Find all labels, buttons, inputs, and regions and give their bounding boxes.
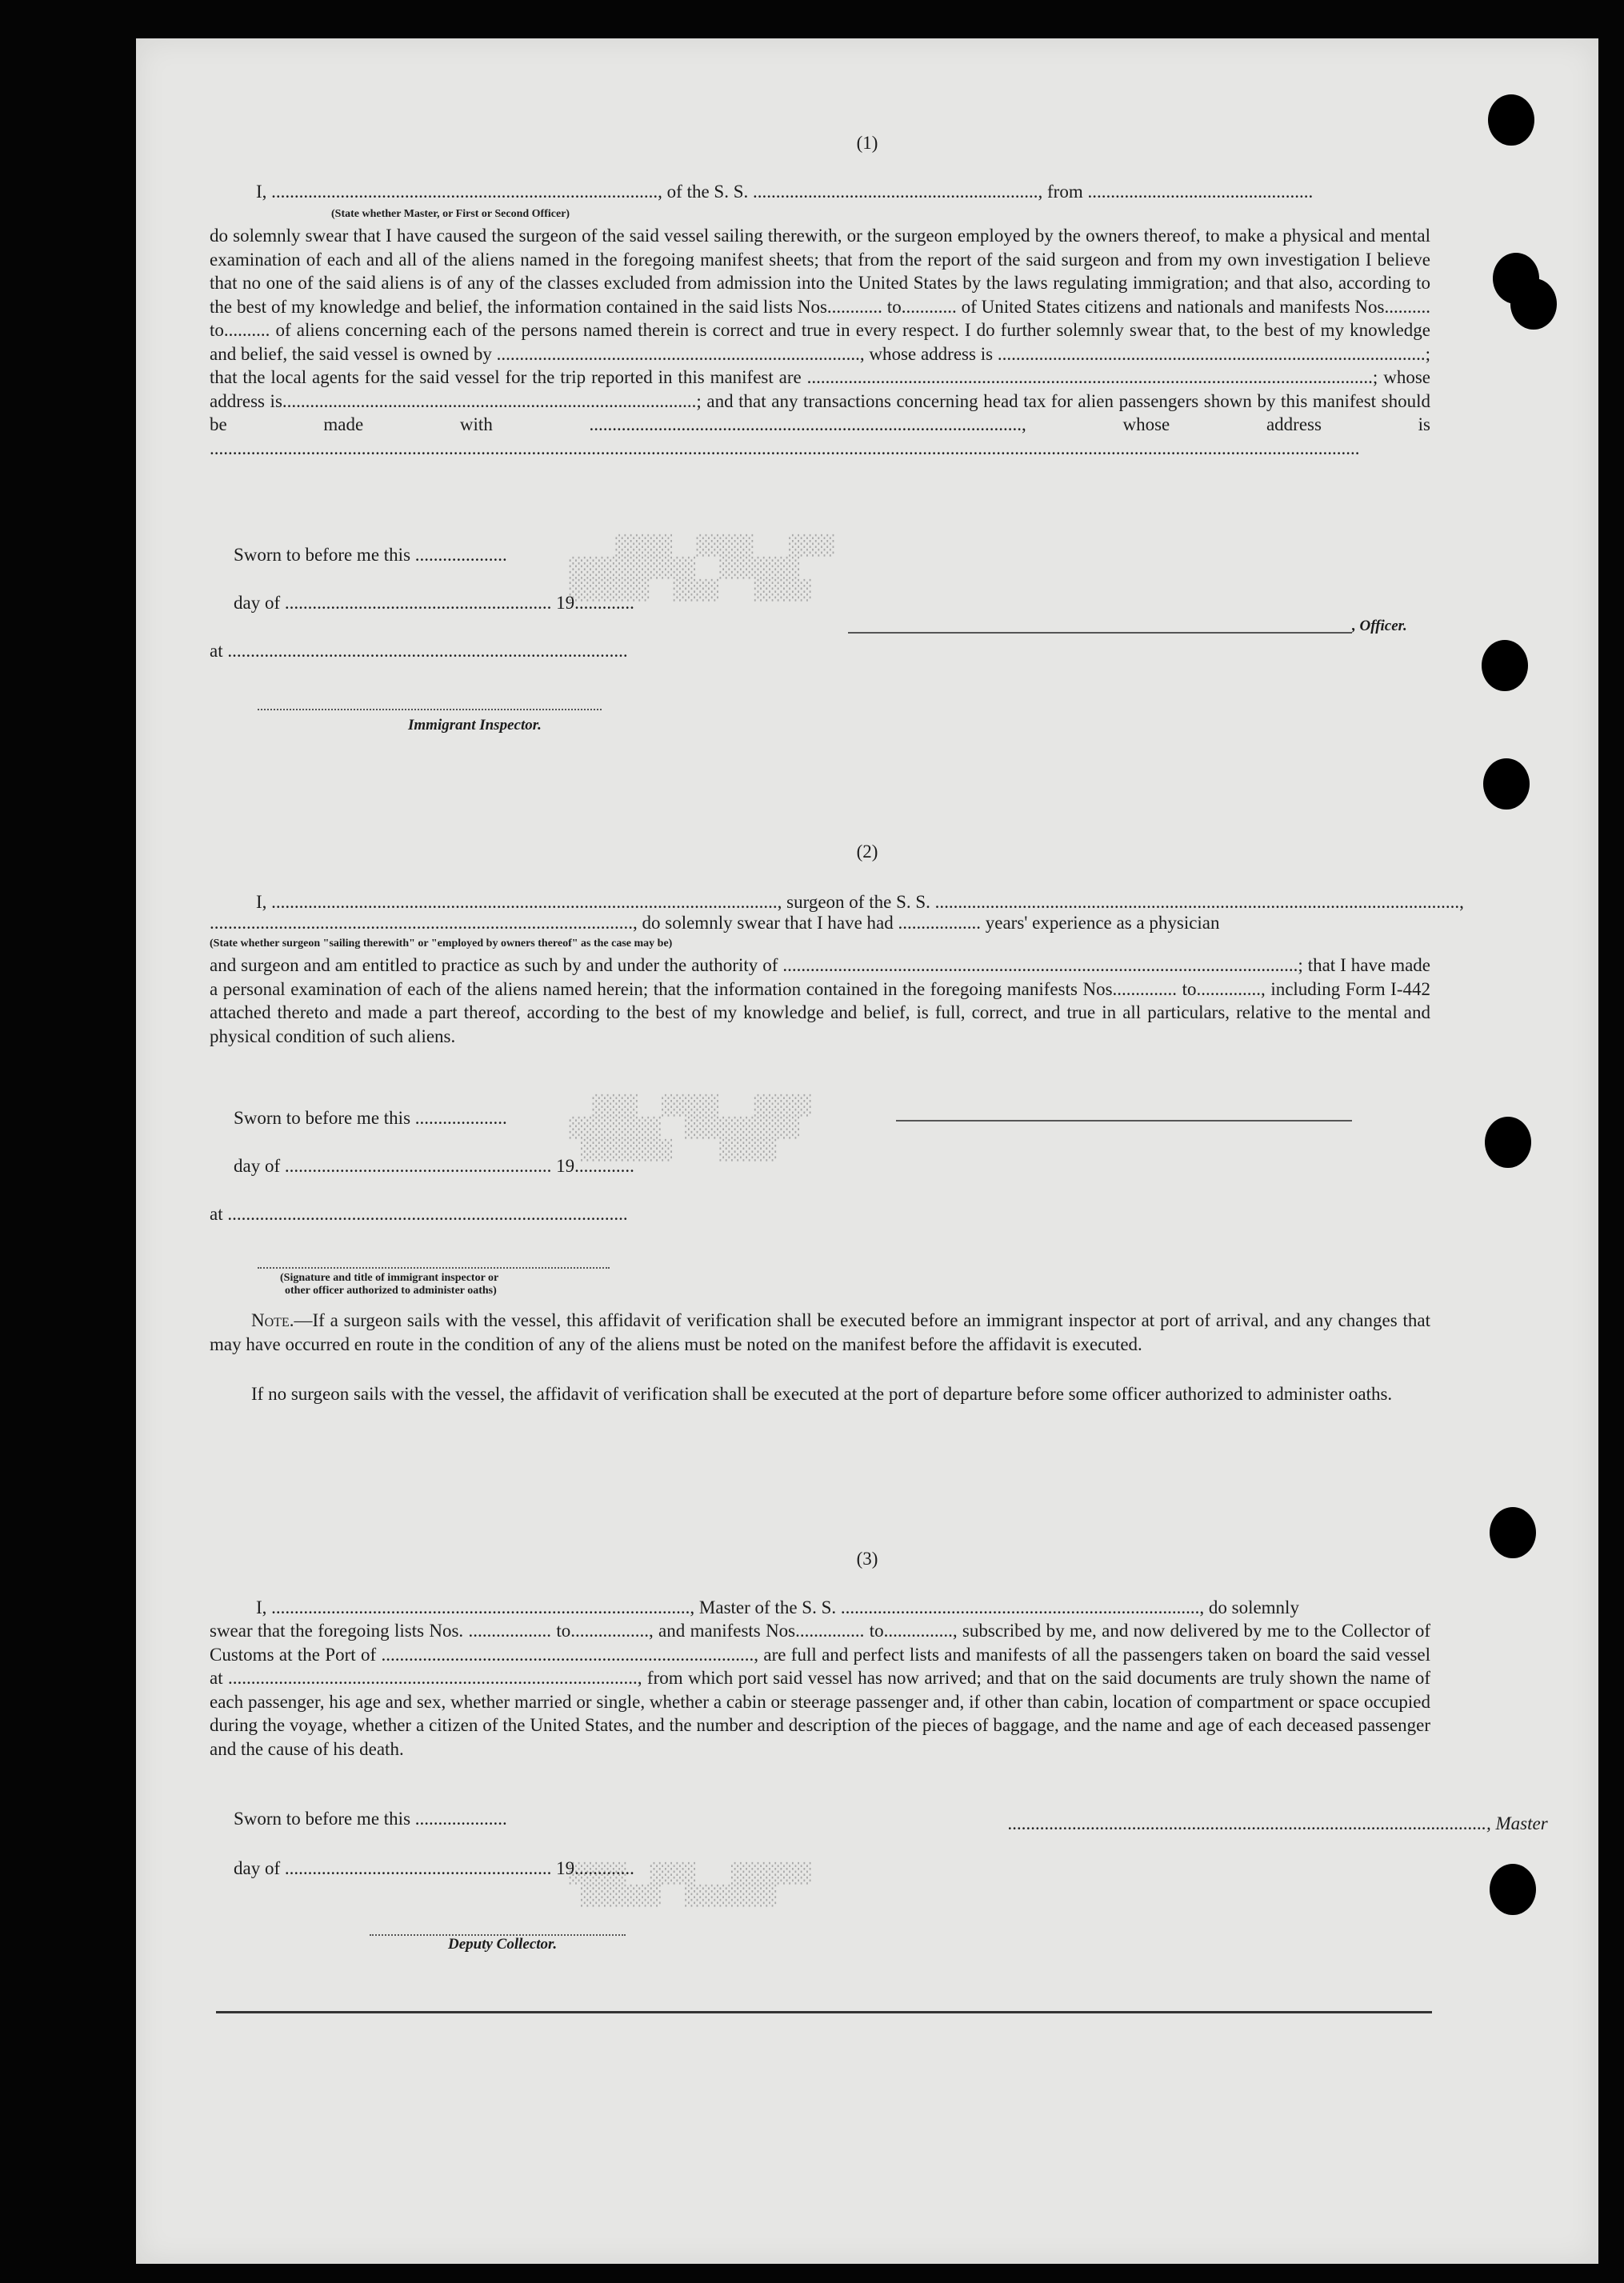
section-2-day: day of .......................................................... 19............. (234, 1156, 634, 1176)
section-2-sig-note-1: (Signature and title of immigrant inspector or (280, 1272, 499, 1284)
bottom-rule (216, 2011, 1432, 2013)
section-3-master: ........................................................................................................, Master (1008, 1813, 1548, 1833)
section-2-line-note: (State whether surgeon "sailing therewith" or "employed by owners thereof" as the case may be) (210, 938, 673, 950)
section-2-body: and surgeon and am entitled to practice as such by and under the authority of ................................................................................................................; that I have made a personal examination of each of the aliens named herein; that the information contained in the foregoing manifests Nos.............. to.............., including Form I-442 attached thereto and made a part thereof, according to the best of my knowledge and belief, is full, correct, and true in all particulars, relative to the mental and physical condition of such aliens. (210, 955, 1430, 1046)
punch-hole (1485, 1117, 1531, 1168)
deputy-collector-label: Deputy Collector. (448, 1936, 558, 1953)
inspector-label: Immigrant Inspector. (408, 717, 542, 734)
section-3-body: swear that the foregoing lists Nos. .................. to................., and manifests Nos............... to..............., subscribed by me, and now delivered by me to the Collector of Customs at the Port of ................................................................................., are full and perfect lists and manifests of all the passengers taken on board the said vessel at ........................................................................................., from which port said vessel has now arrived; and that on the said documents are truly shown the name of each passenger, his age and sex, whether married or single, whether a cabin or steerage passenger and, if other than cabin, location of compartment or space occupied during the voyage, whether a citizen of the United States, and the number and description of the pieces of baggage, and the name and age of each deceased passenger and the cause of his death. (210, 1621, 1430, 1759)
section-1-day: day of .......................................................... 19............. (234, 593, 634, 613)
section-2-inspector-line (258, 1267, 610, 1269)
section-2-at: at ....................................................................................... (210, 1204, 628, 1224)
section-1-first-line: I, ...................................................................................., of the S. S. .............................................................., from ................................................. (256, 182, 1314, 202)
section-3-day: day of .......................................................... 19............. (234, 1858, 634, 1878)
section-3-sworn: Sworn to before me this .................... (234, 1809, 507, 1829)
section-2-note-1 (210, 1309, 1430, 1356)
section-3-number: (3) (856, 1549, 878, 1569)
officer-label: , Officer. (1352, 618, 1407, 634)
punch-hole (1482, 640, 1528, 691)
note-label: Note. (251, 1310, 294, 1330)
section-2-sig-note-2: other officer authorized to administer oaths) (285, 1285, 497, 1297)
bleed-through: ░░░░ ░░░░░ ░░░░░ ░░░░░░░ ░░░░░░░░░░░ ░░░░░ ░░░░ ░░░░░░░ (568, 534, 834, 602)
section-1-line-note: (State whether Master, or First or Second Officer) (331, 208, 570, 220)
manifest-page (136, 38, 1598, 2264)
officer-signature-line (848, 632, 1352, 634)
punch-hole (1490, 1864, 1536, 1915)
section-2-note-2: If no surgeon sails with the vessel, the affidavit of verification shall be executed at the port of departure before some officer authorized to administer oaths. (251, 1384, 1393, 1404)
section-1-body: do solemnly swear that I have caused the surgeon of the said vessel sailing therewith, or the surgeon employed by the owners thereof, to make a physical and mental examination of each and all of the aliens named in the foregoing manifest sheets; that from the report of the said surgeon and from my own investigation I believe that no one of the said aliens is of any of the classes excluded from admission into the United States by the laws regulating immigration; and that also, according to the best of my knowledge and belief, the information contained in the said lists Nos............ to............ of United States citizens and nationals and manifests Nos.......... to.......... of aliens concerning each of the persons named therein is correct and true in every respect. I do further solemnly swear that, to the best of my knowledge and belief, the said vessel is owned by ..............................................................................., whose address is .............................................................................................; that the local agents for the said vessel for the trip reported in this manifest are ...........................................................................................................................; whose address is..........................................................................................; and that any transactions concerning head tax for alien passengers shown by this manifest should be made with .............................................................................................., whose address is .......................................................................................................................................................................................................................................................... (210, 226, 1430, 458)
surgeon-signature-line (896, 1120, 1352, 1122)
section-2-sworn: Sworn to before me this .................... (234, 1108, 507, 1128)
inspector-signature-line (258, 709, 602, 710)
note-text-1: —If a surgeon sails with the vessel, this affidavit of verification shall be executed before an immigrant inspector at port of arrival, and any changes that may have occurred en route in the condition of any of the aliens must be noted on the manifest before the affidavit is executed. (210, 1310, 1430, 1354)
bleed-through: ░░░░░░░ ░░░░ ░░░░░ ░░░░░░░░ ░░░░░░░ (568, 1862, 811, 1907)
section-2-first-line: I, .............................................................................................................., surgeon of the S. S. .................................................................................................................., (256, 892, 1464, 912)
section-2-second-line: ............................................................................................, do solemnly swear that I have had .................. years' experience as a physician (210, 913, 1220, 933)
section-1-number: (1) (856, 133, 878, 153)
bleed-through: ░░░░░ ░░░░░ ░░░░ ░░░░░░░░░░ ░░░░░░░░ ░░░░░ ░░░░░░░░ (568, 1094, 811, 1161)
section-2-number: (2) (856, 842, 878, 862)
punch-hole (1483, 758, 1530, 810)
section-3-first-line: I, ..........................................................................................., Master of the S. S. .............................................................................., do solemnly (256, 1597, 1299, 1617)
punch-hole (1510, 278, 1557, 330)
section-1-sworn: Sworn to before me this .................... (234, 545, 507, 565)
section-1-at: at ....................................................................................... (210, 641, 628, 661)
